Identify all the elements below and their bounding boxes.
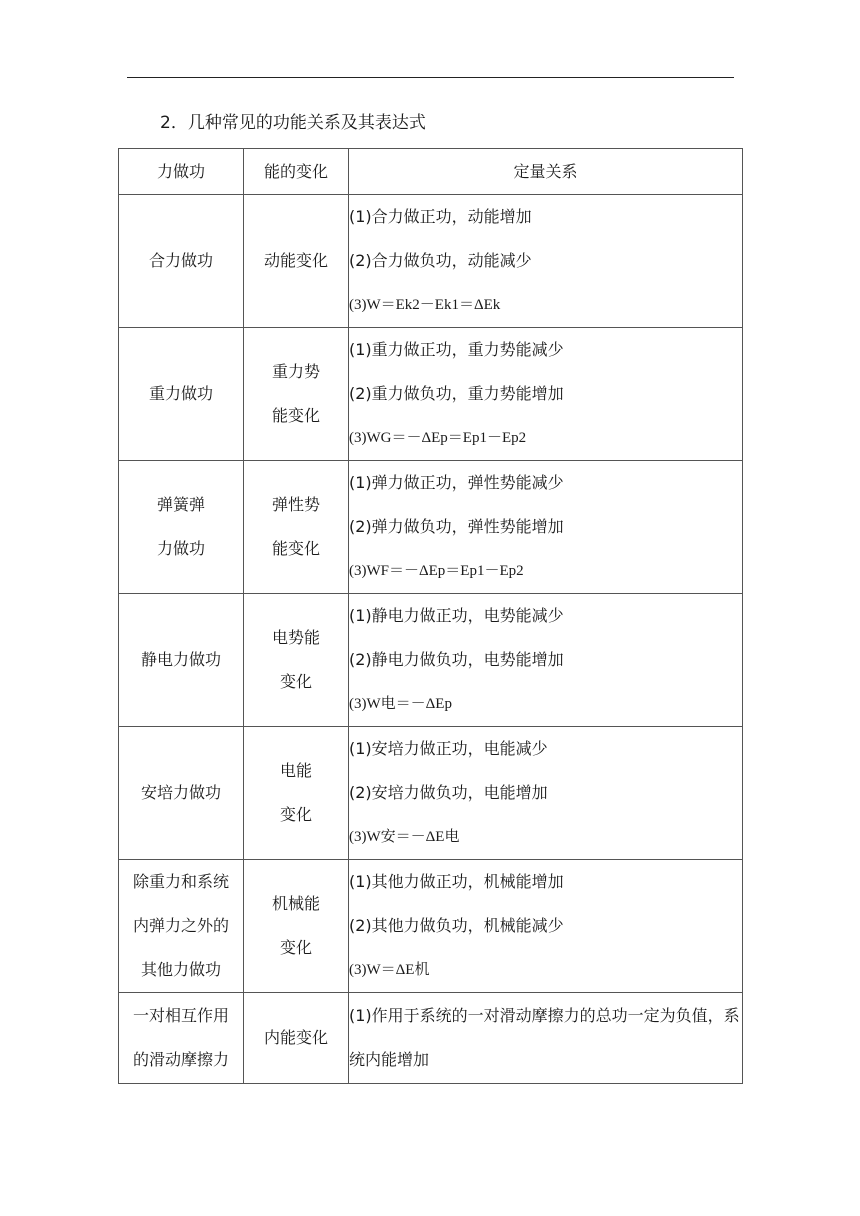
energy-line: 变化 <box>279 805 312 824</box>
force-line: 弹簧弹 <box>156 495 205 514</box>
force-cell <box>119 727 244 860</box>
column-header-force: 力做功 <box>119 149 244 195</box>
relation-cell <box>349 727 743 860</box>
section-heading: 2．几种常见的功能关系及其表达式 <box>160 113 426 133</box>
force-line: 安培力做功 <box>140 783 221 802</box>
force-cell <box>119 195 244 328</box>
force-cell <box>119 461 244 594</box>
energy-line: 能变化 <box>271 406 320 425</box>
energy-cell <box>244 195 349 328</box>
relation-line: (1)弹力做正功，弹性势能减少 <box>349 473 564 492</box>
relation-line: (1)作用于系统的一对滑动摩擦力的总功一定为负值，系统内能增加 <box>349 1006 740 1069</box>
table-row <box>119 461 743 594</box>
force-cell <box>119 993 244 1084</box>
relation-line: (1)安培力做正功，电能减少 <box>349 739 548 758</box>
energy-cell <box>244 993 349 1084</box>
energy-line: 重力势 <box>271 362 320 381</box>
force-line: 内弹力之外的 <box>132 916 229 935</box>
energy-line: 变化 <box>279 938 312 957</box>
force-line: 其他力做功 <box>140 960 221 979</box>
table-row <box>119 993 743 1084</box>
energy-cell <box>244 461 349 594</box>
energy-line: 内能变化 <box>263 1028 328 1047</box>
table-row <box>119 195 743 328</box>
table-row <box>119 727 743 860</box>
energy-cell <box>244 860 349 993</box>
energy-cell <box>244 727 349 860</box>
relation-line: (2)静电力做负功，电势能增加 <box>349 650 564 669</box>
force-line: 除重力和系统 <box>132 872 229 891</box>
relation-line: (2)重力做负功，重力势能增加 <box>349 384 564 403</box>
force-line: 合力做功 <box>148 251 213 270</box>
table-row <box>119 328 743 461</box>
relation-cell <box>349 328 743 461</box>
relation-line: (1)其他力做正功，机械能增加 <box>349 872 564 891</box>
energy-cell <box>244 328 349 461</box>
energy-line: 动能变化 <box>263 251 328 270</box>
relation-cell <box>349 461 743 594</box>
energy-line: 变化 <box>279 672 312 691</box>
relation-line: (1)静电力做正功，电势能减少 <box>349 606 564 625</box>
force-line: 的滑动摩擦力 <box>132 1050 229 1069</box>
force-cell <box>119 594 244 727</box>
energy-line: 弹性势 <box>271 495 320 514</box>
relation-cell <box>349 860 743 993</box>
force-line: 一对相互作用 <box>132 1006 229 1025</box>
force-line: 力做功 <box>156 539 205 558</box>
relation-formula: (3)W＝Ek2－Ek1＝ΔEk <box>349 297 501 313</box>
work-energy-table <box>118 148 743 1084</box>
relation-formula: (3)WG＝－ΔEp＝Ep1－Ep2 <box>349 430 527 446</box>
relation-line: (2)安培力做负功，电能增加 <box>349 783 548 802</box>
relation-cell <box>349 993 743 1084</box>
relation-line: (1)重力做正功，重力势能减少 <box>349 340 564 359</box>
relation-formula: (3)W＝ΔE机 <box>349 962 430 978</box>
force-line: 重力做功 <box>148 384 213 403</box>
energy-line: 电能 <box>279 761 312 780</box>
relation-line: (1)合力做正功，动能增加 <box>349 207 532 226</box>
relation-line: (2)弹力做负功，弹性势能增加 <box>349 517 564 536</box>
relation-formula: (3)W安＝－ΔE电 <box>349 829 460 845</box>
relation-cell <box>349 195 743 328</box>
column-header-relation: 定量关系 <box>349 149 743 195</box>
energy-cell <box>244 594 349 727</box>
force-cell <box>119 328 244 461</box>
energy-line: 电势能 <box>271 628 320 647</box>
relation-cell <box>349 594 743 727</box>
force-cell <box>119 860 244 993</box>
table-header-row <box>119 149 743 195</box>
header-rule <box>127 77 734 78</box>
energy-line: 能变化 <box>271 539 320 558</box>
relation-line: (2)其他力做负功，机械能减少 <box>349 916 564 935</box>
column-header-energy: 能的变化 <box>244 149 349 195</box>
relation-line: (2)合力做负功，动能减少 <box>349 251 532 270</box>
relation-formula: (3)W电＝－ΔEp <box>349 696 452 712</box>
table-row <box>119 860 743 993</box>
energy-line: 机械能 <box>271 894 320 913</box>
relation-formula: (3)WF＝－ΔEp＝Ep1－Ep2 <box>349 563 524 579</box>
table-row <box>119 594 743 727</box>
force-line: 静电力做功 <box>140 650 221 669</box>
